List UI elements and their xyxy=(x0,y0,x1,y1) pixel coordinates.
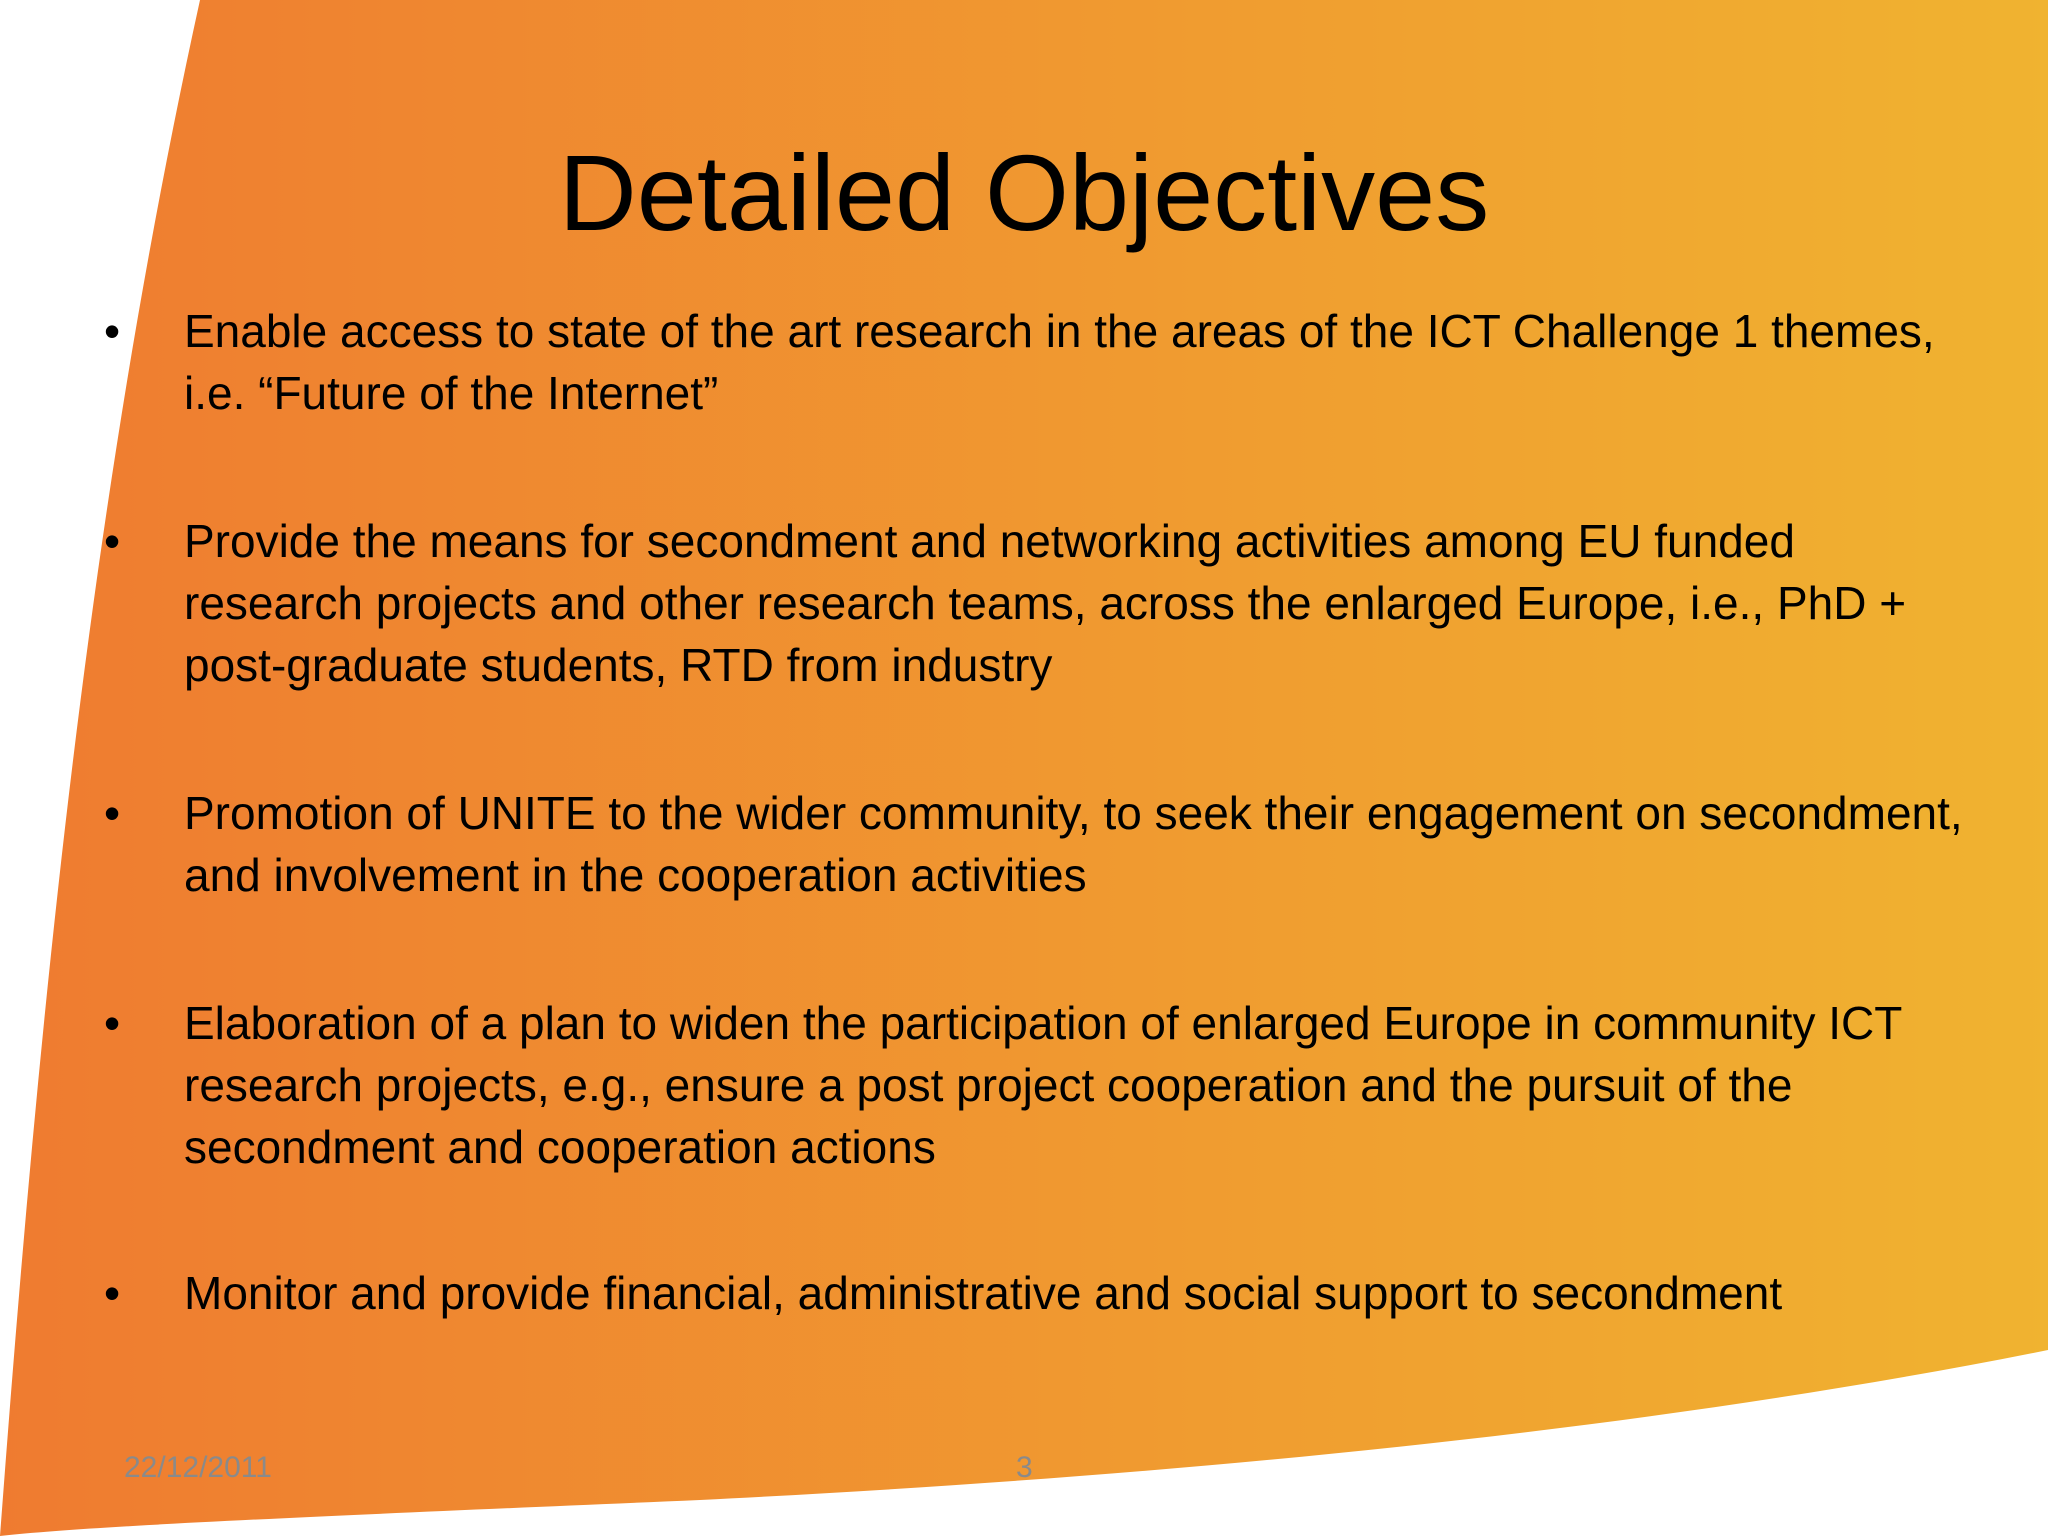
footer-date: 22/12/2011 xyxy=(124,1451,272,1484)
bullet-icon: • xyxy=(104,1267,121,1319)
bullet-icon: • xyxy=(104,305,121,357)
bullet-text: Provide the means for secondment and networking activities among EU funded research projects and other research teams, across the enlarged Europe, i.e., PhD + post-graduate students, RTD from industry xyxy=(184,515,1907,691)
bullet-text: Elaboration of a plan to widen the participation of enlarged Europe in community ICT research projects, e.g., ensure a post project cooperation and the pursuit of the secondment and cooperation actions xyxy=(184,997,1902,1173)
bullet-icon: • xyxy=(104,515,121,567)
bullet-text: Enable access to state of the art research in the areas of the ICT Challenge 1 themes, i.e. “Future of the Internet” xyxy=(184,305,1935,419)
slide-number: 3 xyxy=(1016,1451,1033,1484)
slide-title: Detailed Objectives xyxy=(558,132,1490,253)
bullet-icon: • xyxy=(104,997,121,1049)
bullet-text: Promotion of UNITE to the wider community, to seek their engagement on secondment, and involvement in the cooperation activities xyxy=(184,787,1963,901)
bullet-icon: • xyxy=(104,787,121,839)
bullet-text: Monitor and provide financial, administrative and social support to secondment xyxy=(184,1267,1783,1319)
